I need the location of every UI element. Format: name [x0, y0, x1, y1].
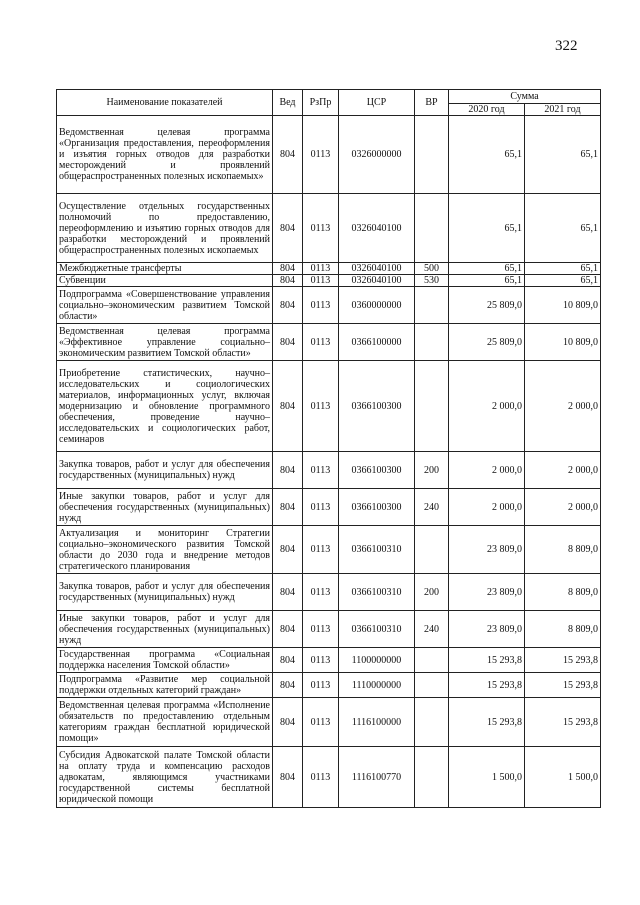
row-csr: 0360000000	[339, 287, 415, 324]
row-rzpr: 0113	[303, 452, 339, 489]
row-amount-2020: 15 293,8	[449, 648, 525, 673]
table-row	[57, 611, 601, 648]
table-row	[57, 361, 601, 452]
row-ved: 804	[273, 526, 303, 574]
row-rzpr: 0113	[303, 747, 339, 808]
row-vr	[415, 324, 449, 361]
row-amount-2020: 1 500,0	[449, 747, 525, 808]
row-rzpr: 0113	[303, 489, 339, 526]
row-amount-2020: 23 809,0	[449, 526, 525, 574]
row-csr: 0366100310	[339, 574, 415, 611]
row-name: Ведомственная целевая программа «Организация предоставления, переоформления и изъятия горных отводов для разработки месторождений и проявлений общераспространенных полезных ископаемых»	[57, 116, 273, 194]
row-amount-2021: 65,1	[525, 263, 601, 275]
row-amount-2020: 15 293,8	[449, 698, 525, 747]
row-name: Государственная программа «Социальная поддержка населения Томской области»	[57, 648, 273, 673]
row-amount-2020: 2 000,0	[449, 452, 525, 489]
row-rzpr: 0113	[303, 275, 339, 287]
row-rzpr: 0113	[303, 361, 339, 452]
budget-table	[56, 89, 601, 808]
row-rzpr: 0113	[303, 611, 339, 648]
row-amount-2021: 8 809,0	[525, 611, 601, 648]
table-header	[57, 90, 601, 116]
row-amount-2020: 25 809,0	[449, 287, 525, 324]
row-amount-2021: 2 000,0	[525, 489, 601, 526]
table-row	[57, 648, 601, 673]
row-name: Осуществление отдельных государственных полномочий по предоставлению, переоформлению и изъятию горных отводов для разработки месторождений и проявлений общераспространенных полезных ископаемых	[57, 194, 273, 263]
row-name: Ведомственная целевая программа «Исполнение обязательств по предоставлению отдельным категориям граждан бесплатной юридической помощи»	[57, 698, 273, 747]
row-csr: 0366100000	[339, 324, 415, 361]
row-ved: 804	[273, 698, 303, 747]
page-number: 322	[555, 38, 578, 54]
row-csr: 0326040100	[339, 263, 415, 275]
row-ved: 804	[273, 275, 303, 287]
row-rzpr: 0113	[303, 116, 339, 194]
row-vr: 530	[415, 275, 449, 287]
header-csr: ЦСР	[339, 90, 415, 116]
row-csr: 1100000000	[339, 648, 415, 673]
row-ved: 804	[273, 361, 303, 452]
row-rzpr: 0113	[303, 526, 339, 574]
row-vr	[415, 673, 449, 698]
row-ved: 804	[273, 489, 303, 526]
row-amount-2020: 2 000,0	[449, 489, 525, 526]
row-vr: 200	[415, 452, 449, 489]
row-rzpr: 0113	[303, 287, 339, 324]
row-vr	[415, 116, 449, 194]
row-ved: 804	[273, 673, 303, 698]
table-row	[57, 287, 601, 324]
row-csr: 0326040100	[339, 194, 415, 263]
table-row	[57, 574, 601, 611]
row-rzpr: 0113	[303, 263, 339, 275]
row-name: Подпрограмма «Совершенствование управления социально–экономическим развитием Томской области»	[57, 287, 273, 324]
row-csr: 0366100310	[339, 526, 415, 574]
table-row	[57, 526, 601, 574]
row-rzpr: 0113	[303, 648, 339, 673]
row-ved: 804	[273, 648, 303, 673]
row-name: Иные закупки товаров, работ и услуг для обеспечения государственных (муниципальных) нужд	[57, 611, 273, 648]
row-ved: 804	[273, 574, 303, 611]
row-ved: 804	[273, 611, 303, 648]
table-row	[57, 194, 601, 263]
row-amount-2021: 15 293,8	[525, 673, 601, 698]
row-vr	[415, 361, 449, 452]
row-amount-2020: 23 809,0	[449, 574, 525, 611]
row-amount-2020: 65,1	[449, 275, 525, 287]
row-vr	[415, 194, 449, 263]
row-amount-2020: 65,1	[449, 116, 525, 194]
table-body	[57, 116, 601, 808]
row-name: Актуализация и мониторинг Стратегии социально–экономического развития Томской области до 2030 года и внедрение методов стратегического планирования	[57, 526, 273, 574]
row-amount-2021: 65,1	[525, 116, 601, 194]
row-ved: 804	[273, 194, 303, 263]
row-amount-2021: 8 809,0	[525, 574, 601, 611]
row-ved: 804	[273, 116, 303, 194]
row-rzpr: 0113	[303, 698, 339, 747]
row-amount-2020: 15 293,8	[449, 673, 525, 698]
table-row	[57, 673, 601, 698]
row-amount-2021: 8 809,0	[525, 526, 601, 574]
row-ved: 804	[273, 263, 303, 275]
row-csr: 0366100300	[339, 361, 415, 452]
row-amount-2021: 2 000,0	[525, 361, 601, 452]
row-name: Приобретение статистических, научно–исследовательских и социологических материалов, информационных услуг, включая модернизацию и обновление программного обеспечения, проведение научно–исследовательских и социологических работ, семинаров	[57, 361, 273, 452]
row-name: Ведомственная целевая программа «Эффективное управление социально–экономическим развитием Томской области»	[57, 324, 273, 361]
table-row	[57, 747, 601, 808]
row-vr: 500	[415, 263, 449, 275]
row-rzpr: 0113	[303, 673, 339, 698]
row-csr: 1116100000	[339, 698, 415, 747]
row-name: Субвенции	[57, 275, 273, 287]
row-vr	[415, 747, 449, 808]
table-row	[57, 489, 601, 526]
row-csr: 0366100310	[339, 611, 415, 648]
row-name: Подпрограмма «Развитие мер социальной поддержки отдельных категорий граждан»	[57, 673, 273, 698]
header-rzpr: РзПр	[303, 90, 339, 116]
row-ved: 804	[273, 747, 303, 808]
row-vr: 200	[415, 574, 449, 611]
header-sum: Сумма	[449, 90, 601, 104]
row-vr	[415, 648, 449, 673]
header-vr: ВР	[415, 90, 449, 116]
row-ved: 804	[273, 452, 303, 489]
row-vr	[415, 287, 449, 324]
row-rzpr: 0113	[303, 574, 339, 611]
row-name: Закупка товаров, работ и услуг для обеспечения государственных (муниципальных) нужд	[57, 574, 273, 611]
row-name: Межбюджетные трансферты	[57, 263, 273, 275]
row-ved: 804	[273, 287, 303, 324]
row-name: Закупка товаров, работ и услуг для обеспечения государственных (муниципальных) нужд	[57, 452, 273, 489]
row-amount-2020: 65,1	[449, 263, 525, 275]
table-row	[57, 452, 601, 489]
table-row	[57, 324, 601, 361]
row-amount-2020: 2 000,0	[449, 361, 525, 452]
row-amount-2021: 65,1	[525, 194, 601, 263]
row-csr: 0366100300	[339, 452, 415, 489]
table-row	[57, 116, 601, 194]
table-row	[57, 275, 601, 287]
row-vr: 240	[415, 611, 449, 648]
row-amount-2021: 10 809,0	[525, 324, 601, 361]
row-csr: 1110000000	[339, 673, 415, 698]
header-year-2020: 2020 год	[449, 104, 525, 116]
row-vr	[415, 698, 449, 747]
row-amount-2021: 10 809,0	[525, 287, 601, 324]
row-amount-2021: 15 293,8	[525, 648, 601, 673]
row-amount-2020: 65,1	[449, 194, 525, 263]
table-row	[57, 263, 601, 275]
header-year-2021: 2021 год	[525, 104, 601, 116]
row-name: Иные закупки товаров, работ и услуг для обеспечения государственных (муниципальных) нужд	[57, 489, 273, 526]
row-amount-2021: 1 500,0	[525, 747, 601, 808]
row-amount-2021: 65,1	[525, 275, 601, 287]
table-row	[57, 698, 601, 747]
row-amount-2020: 23 809,0	[449, 611, 525, 648]
row-amount-2021: 15 293,8	[525, 698, 601, 747]
row-name: Субсидия Адвокатской палате Томской области на оплату труда и компенсацию расходов адвокатам, являющимся участниками государственной системы бесплатной юридической помощи	[57, 747, 273, 808]
row-rzpr: 0113	[303, 194, 339, 263]
row-csr: 0366100300	[339, 489, 415, 526]
row-amount-2020: 25 809,0	[449, 324, 525, 361]
row-csr: 0326040100	[339, 275, 415, 287]
row-rzpr: 0113	[303, 324, 339, 361]
header-name: Наименование показателей	[57, 90, 273, 116]
row-ved: 804	[273, 324, 303, 361]
header-ved: Вед	[273, 90, 303, 116]
row-csr: 1116100770	[339, 747, 415, 808]
row-vr	[415, 526, 449, 574]
row-amount-2021: 2 000,0	[525, 452, 601, 489]
row-vr: 240	[415, 489, 449, 526]
row-csr: 0326000000	[339, 116, 415, 194]
